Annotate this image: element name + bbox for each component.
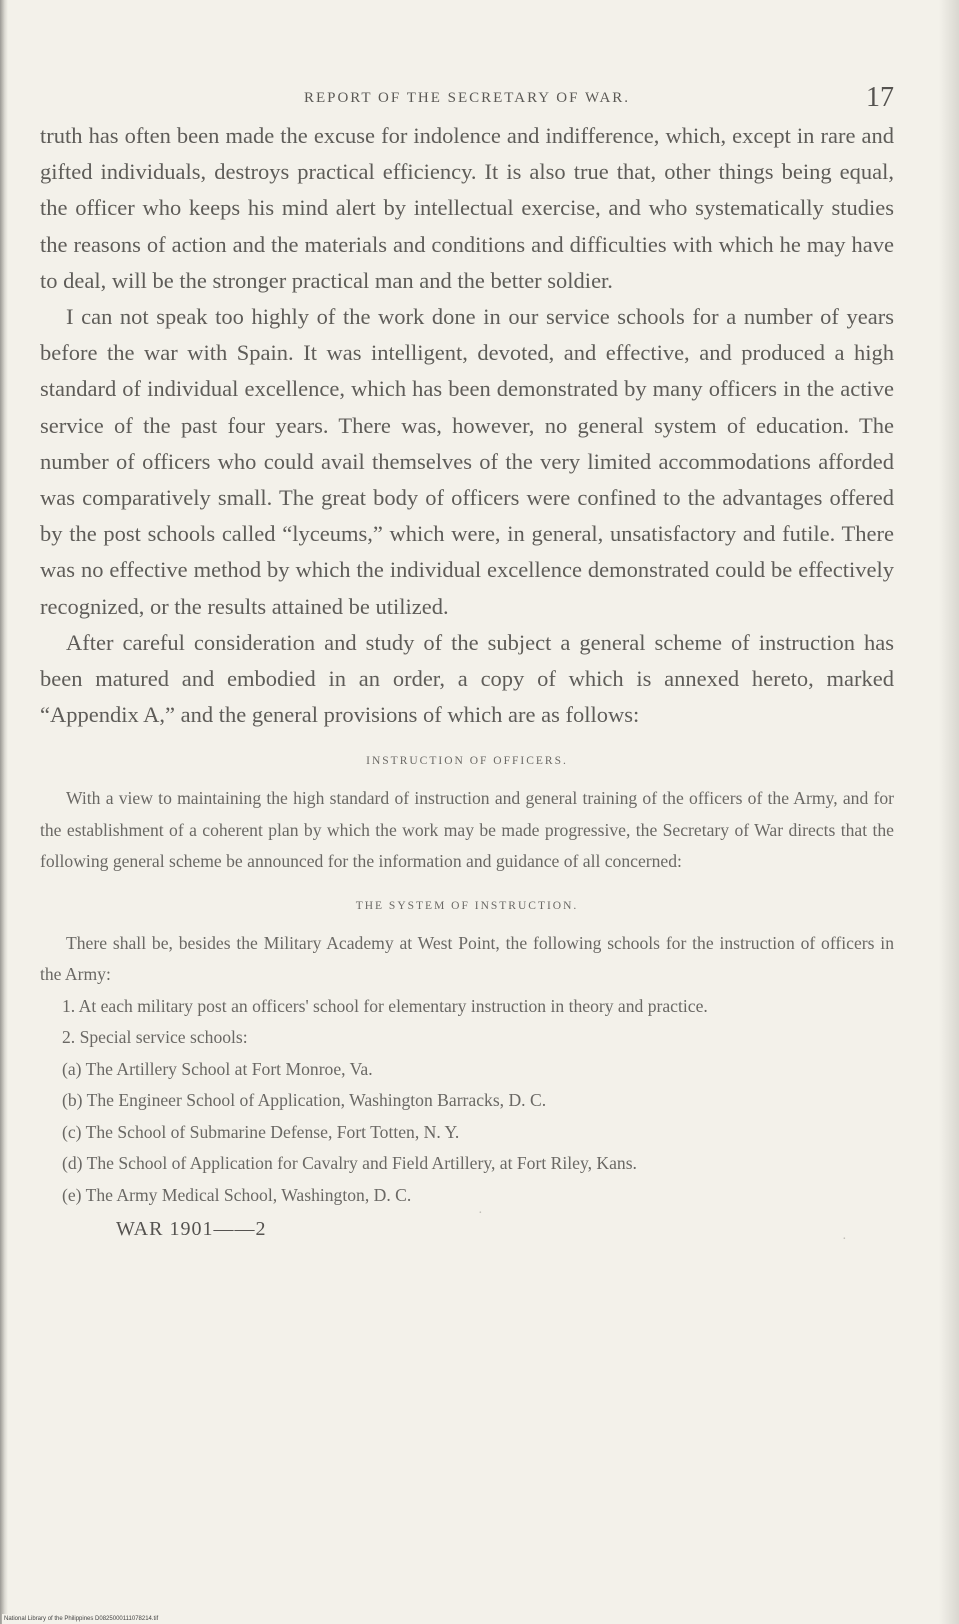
running-head: REPORT OF THE SECRETARY OF WAR. — [303, 90, 631, 106]
library-stamp: National Library of the Philippines D0825000111078214.tif — [4, 1616, 159, 1622]
list-item-medical-school: (e) The Army Medical School, Washington, D. C. — [62, 1184, 412, 1205]
list-item-submarine-defense-school: (c) The School of Submarine Defense, Fort Totten, N. Y. — [62, 1121, 460, 1142]
scan-speck: · — [478, 1206, 483, 1221]
paragraph-system-intro: There shall be, besides the Military Academy at West Point, the following schools for the instruction of officers in the Army: — [40, 932, 894, 985]
scan-speck: · — [842, 1232, 847, 1247]
paragraph-continuation: truth has often been made the excuse for indolence and indifference, which, except in rare and gifted individuals, destroys practical efficiency. It is also true that, other things being equal, the officer who keeps his mind alert by intellectual exercise, and who systematically studies the reasons of action and the materials and conditions and difficulties with which he may have to deal, will be the stronger practical man and the better soldier. — [40, 123, 894, 293]
page-number: 17 — [866, 82, 894, 113]
signature-line: WAR 1901——2 — [116, 1218, 267, 1241]
list-item-post-schools: 1. At each military post an officers' school for elementary instruction in theory and practice. — [62, 995, 708, 1016]
paragraph-general-scheme: After careful consideration and study of the subject a general scheme of instruction has been matured and embodied in an order, a copy of which is annexed hereto, marked “Appendix A,” and the general provisions of which are as follows: — [40, 629, 894, 728]
section-heading-system-of-instruction: THE SYSTEM OF INSTRUCTION. — [355, 899, 579, 912]
list-item-engineer-school: (b) The Engineer School of Application, Washington Barracks, D. C. — [62, 1090, 547, 1111]
list-item-special-service-schools: 2. Special service schools: — [62, 1027, 248, 1048]
section-heading-instruction-of-officers: INSTRUCTION OF OFFICERS. — [366, 755, 568, 768]
scan-right-edge — [939, 0, 959, 1624]
paragraph-instruction-of-officers: With a view to maintaining the high standard of instruction and general training of the officers of the Army, and for the establishment of a coherent plan by which the work may be made progressive, the Secretary of War directs that the following general scheme be announced for the information and guidance of all concerned: — [40, 788, 894, 872]
list-item-cavalry-school: (d) The School of Application for Cavalry and Field Artillery, at Fort Riley, Kans. — [62, 1153, 637, 1174]
page-header — [40, 78, 894, 118]
paragraph-service-schools: I can not speak too highly of the work done in our service schools for a number of years before the war with Spain. It was intelligent, devoted, and effective, and produced a high standard of individual excellence, which has been demonstrated by many officers in the active service of the past four years. There was, however, no general system of education. The number of officers who could avail themselves of the very limited accommodations afforded was comparatively small. The great body of officers were confined to the advantages offered by the post schools called “lyceums,” which were, in general, unsatisfactory and futile. There was no effective method by which the individual excellence demonstrated could be effectively recognized, or the results attained be utilized. — [40, 304, 894, 619]
document-page — [40, 78, 894, 1245]
list-item-artillery-school: (a) The Artillery School at Fort Monroe, Va. — [62, 1058, 373, 1079]
scan-left-edge — [0, 0, 8, 1624]
